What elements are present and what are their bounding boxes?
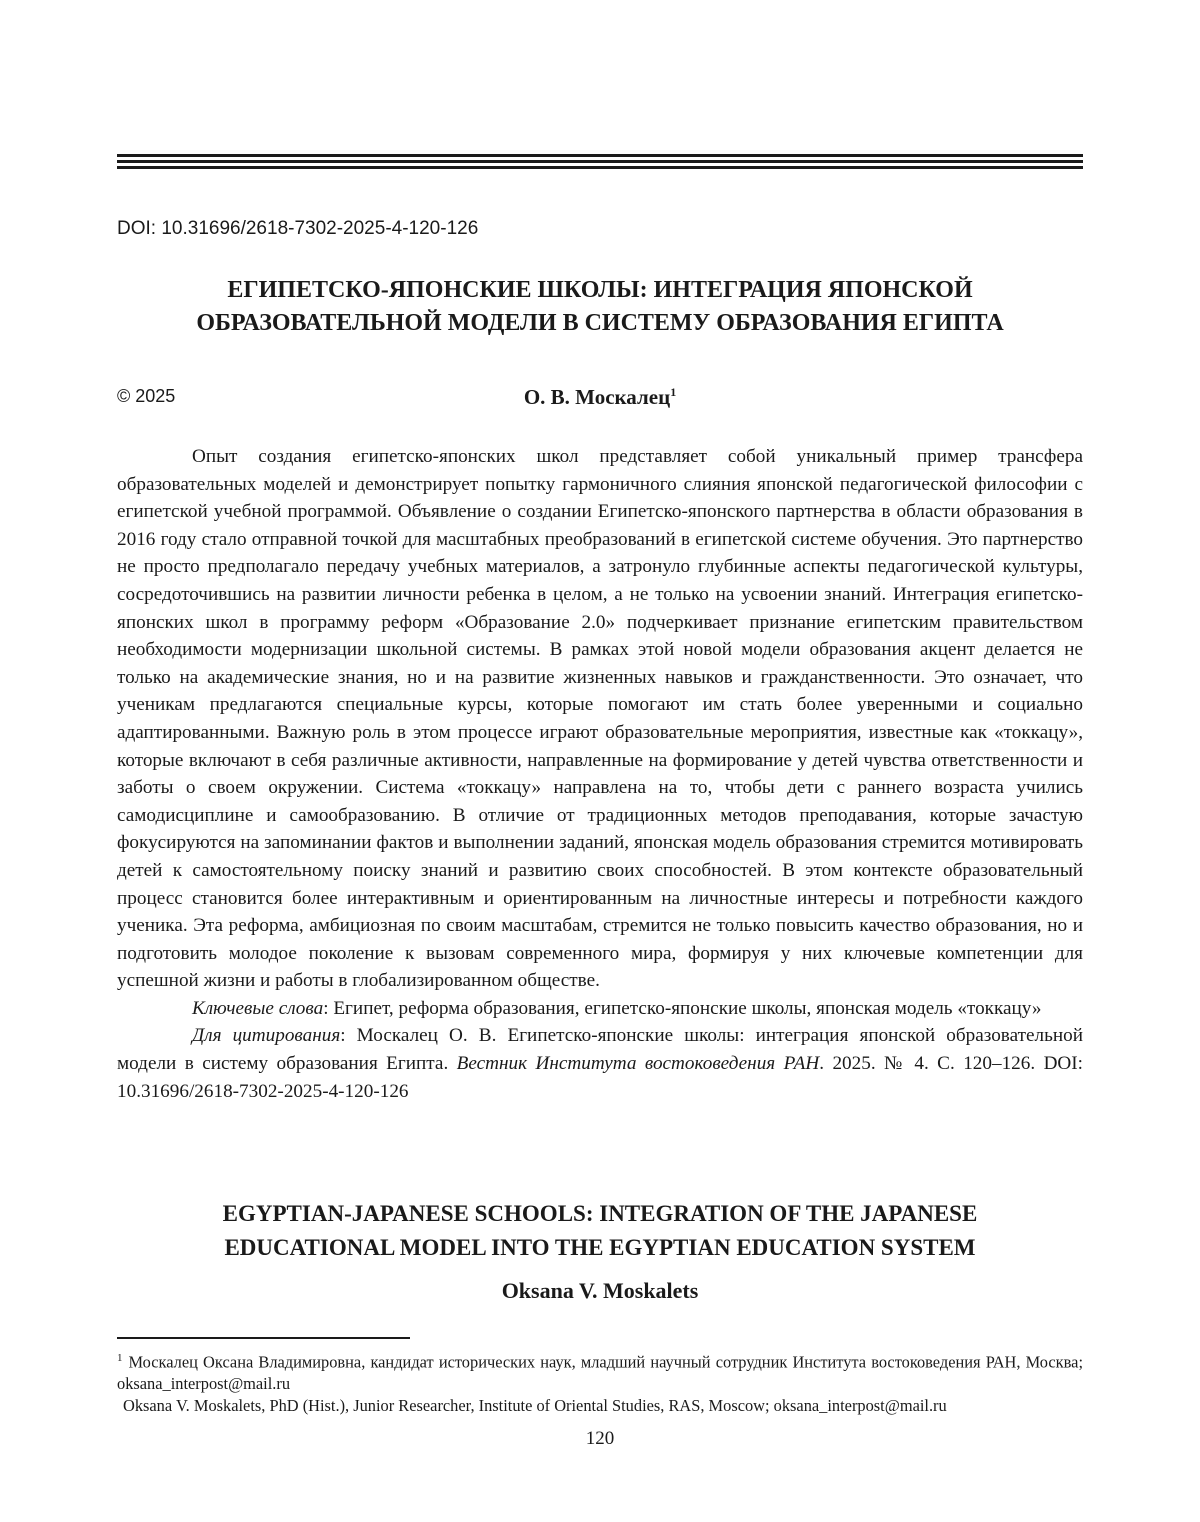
footnote-ru-text: Москалец Оксана Владимировна, кандидат исторических наук, младший научный сотрудник Института востоковедения РАН, Москва; oksana_interpost@mail.ru [117, 1352, 1083, 1394]
page-number: 120 [585, 1428, 615, 1449]
author-ru-name: О. В. Москалец [523, 385, 671, 409]
author-en: Oksana V. Moskalets [501, 1278, 699, 1303]
header-rule-top [117, 154, 1083, 157]
abstract-block [117, 443, 1083, 1105]
header-rule-bottom [117, 166, 1083, 169]
footnote-rule [117, 1337, 410, 1339]
footnote-ru [117, 1347, 1083, 1395]
doi-line: DOI: 10.31696/2618-7302-2025-4-120-126 [117, 218, 479, 239]
citation-journal: Вестник Института востоковедения РАН [456, 1053, 820, 1075]
footnote-block [117, 1347, 1083, 1417]
citation-label: Для цитирования [192, 1025, 341, 1047]
keywords-text: : Египет, реформа образования, египетско-японские школы, японская модель «токкацу» [323, 997, 1042, 1019]
abstract-text: Опыт создания египетско-японских школ представляет собой уникальный пример трансфера образовательных моделей и демонстрирует попытку гармоничного слияния японской педагогической философии с египетской учебной программой. Объявление о создании Египетско-японского партнерства в области образования в 2016 году стало отправной точкой для масштабных преобразований в египетской системе обучения. Это партнерство не просто предполагало передачу учебных материалов, а затронуло глубинные аспекты педагогической культуры, сосредоточившись на развитии личности ребенка в целом, а не только на усвоении знаний. Интеграция египетско-японских школ в программу реформ «Образование 2.0» подчеркивает признание египетским правительством необходимости модернизации школьной системы. В рамках этой новой модели образования акцент делается не только на академические знания, но и на развитие жизненных навыков и гражданственности. Это означает, что ученикам предлагаются специальные курсы, которые помогают им стать более уверенными и социально адаптированными. Важную роль в этом процессе играют образовательные мероприятия, известные как «токкацу», которые включают в себя различные активности, направленные на формирование у детей чувства ответственности и заботы о своем окружении. Система «токкацу» направлена на то, чтобы дети с раннего возраста учились самодисциплине и самообразованию. В отличие от традиционных методов преподавания, которые зачастую фокусируются на запоминании фактов и выполнении заданий, японская модель образования стремится мотивировать детей к самостоятельному поиску знаний и развитию своих способностей. В этом контексте образовательный процесс становится более интерактивным и ориентированным на личностные интересы и потребности каждого ученика. Эта реформа, амбициозная по своим масштабам, стремится не только повысить качество образования, но и подготовить молодое поколение к вызовам современного мира, формируя у них ключевые компетенции для успешной жизни и работы в глобализированном обществе. [117, 446, 1083, 992]
title-ru-line-1: ЕГИПЕТСКО-ЯПОНСКИЕ ШКОЛЫ: ИНТЕГРАЦИЯ ЯПОНСКОЙ [227, 277, 973, 303]
title-en-line-1: EGYPTIAN-JAPANESE SCHOOLS: INTEGRATION OF THE JAPANESE [222, 1201, 978, 1226]
citation-text-before: : Москалец О. В. Египетско-японские школы: интеграция японской образовательной модели в систему образования Египта. [117, 1025, 1083, 1075]
keywords [117, 995, 1083, 1023]
title-ru-line-2: ОБРАЗОВАТЕЛЬНОЙ МОДЕЛИ В СИСТЕМУ ОБРАЗОВАНИЯ ЕГИПТА [196, 310, 1004, 336]
citation [117, 1022, 1083, 1105]
citation-text-after: . 2025. № 4. С. 120–126. DOI: 10.31696/2618-7302-2025-4-120-126 [117, 1053, 1084, 1102]
footnote-number: 1 [117, 1352, 123, 1364]
article-title-ru [117, 274, 1083, 340]
copyright-year: © 2025 [117, 386, 176, 406]
footnote-en: Oksana V. Moskalets, PhD (Hist.), Junior Researcher, Institute of Oriental Studies, RAS, Moscow; oksana_interpost@mail.ru [123, 1396, 947, 1416]
article-title-en [117, 1197, 1083, 1265]
keywords-label: Ключевые слова [192, 997, 324, 1019]
author-ru [117, 385, 1083, 410]
author-footnote-mark: 1 [670, 385, 677, 399]
header-rule-middle [117, 160, 1083, 163]
title-en-line-2: EDUCATIONAL MODEL INTO THE EGYPTIAN EDUCATION SYSTEM [224, 1235, 976, 1260]
